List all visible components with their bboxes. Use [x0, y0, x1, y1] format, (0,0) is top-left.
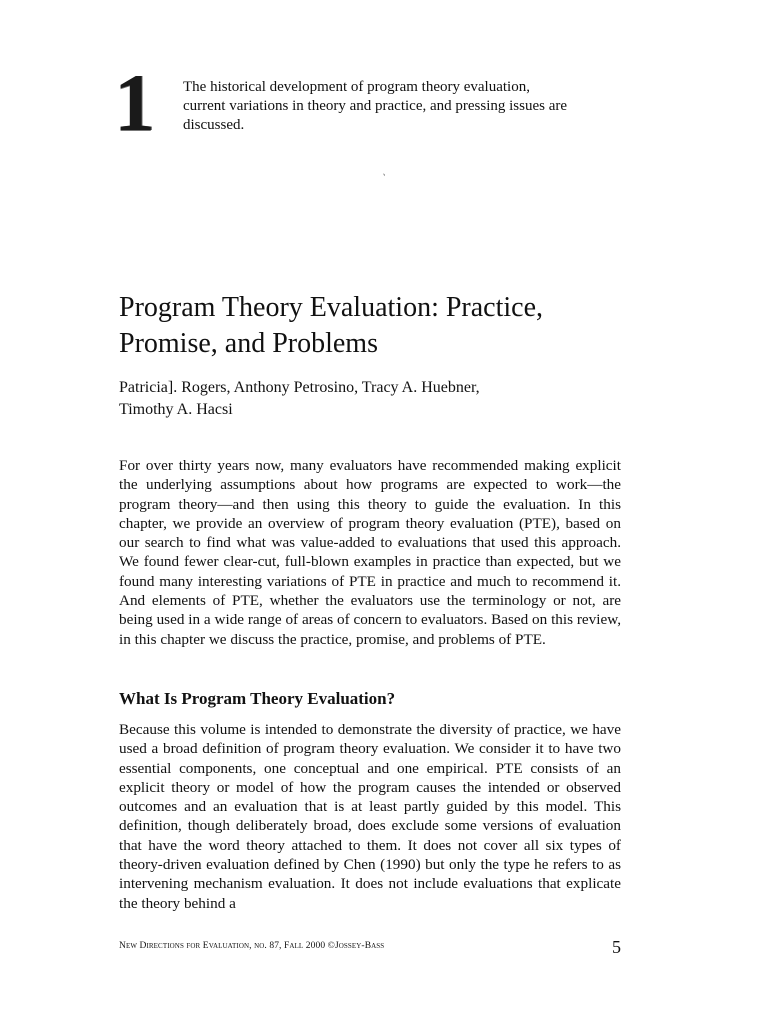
title-line-2: Promise, and Problems — [119, 328, 378, 359]
section-paragraph: Because this volume is intended to demonstrate the diversity of practice, we have used a broad definition of program theory evaluation. We consider it to have two essential components, one conceptual and one empirical. PTE consists of an explicit theory or model of how the program causes the intended or observed outcomes and an evaluation that is at least partly guided by this model. This definition, though deliberately broad, does exclude some versions of evaluation that have the word theory attached to them. It does not cover all six types of theory-driven evaluation defined by Chen (1990) but only the type he refers to as intervening mechanism evaluation. It does not include evaluations that explicate the theory behind a — [119, 721, 621, 912]
footer-journal-citation: New Directions for Evaluation, no. 87, Fall 2000 ©Jossey-Bass — [119, 941, 385, 951]
article-title — [119, 290, 679, 362]
page-footer — [119, 937, 621, 957]
page-number: 5 — [612, 937, 621, 957]
chapter-abstract: The historical development of program theory evaluation, current variations in theory and practice, and pressing issues are discussed. — [183, 79, 568, 133]
authors-line-2: Timothy A. Hacsi — [119, 401, 233, 418]
title-line-1: Program Theory Evaluation: Practice, — [119, 292, 544, 323]
stray-mark: ` — [376, 172, 387, 184]
intro-paragraph: For over thirty years now, many evaluators have recommended making explicit the underlying assumptions about how programs are expected to work—the program theory—and then using this theory to guide the evaluation. In this chapter, we provide an overview of program theory evaluation (PTE), based on our search to find what was value-added to evaluations that used this approach. We found fewer clear-cut, full-blown examples in practice than expected, but we found many interesting variations of PTE in practice and much to recommend it. And elements of PTE, whether the evaluators use the terminology or not, are being used in a wide range of areas of concern to evaluators. Based on this review, in this chapter we discuss the practice, promise, and problems of PTE. — [119, 457, 621, 648]
authors-line-1: Patricia]. Rogers, Anthony Petrosino, Tracy A. Huebner, — [119, 379, 480, 396]
section-heading: What Is Program Theory Evaluation? — [119, 689, 396, 708]
chapter-number: 1 — [114, 57, 153, 148]
author-list — [119, 377, 679, 421]
